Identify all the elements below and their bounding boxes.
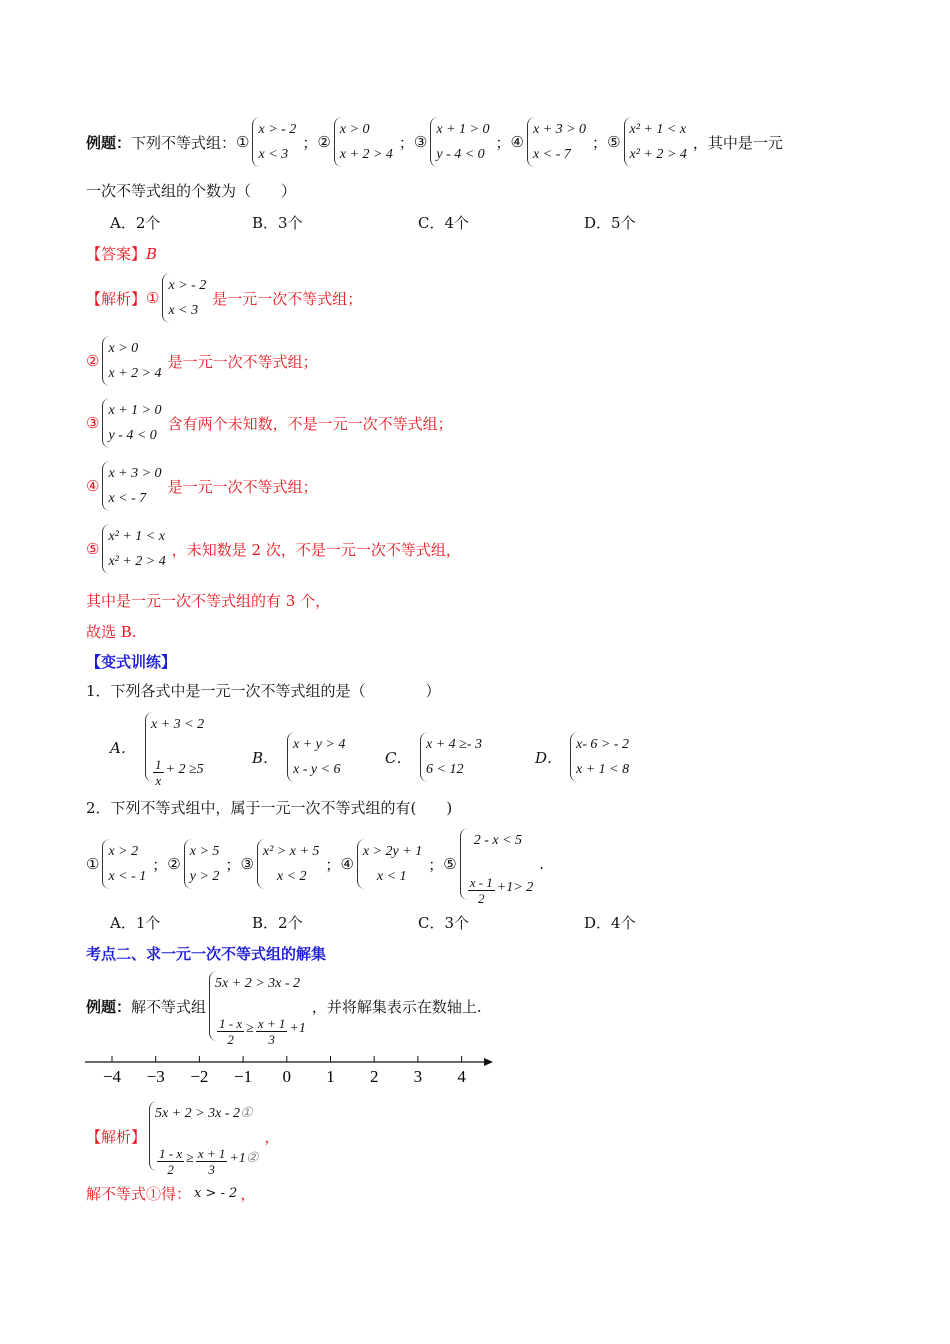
q2-systems: ① x > 2 x < - 1 ； ② x > 5 y > 2 ； ③ x² > x + 5 x < 2 ； ④ x > 2y + 1 x < 1 ； ⑤ 2 - x < 5 $\frac{x - 1}{2}$ +1> 2 . xyxy=(86,826,544,902)
option-a: A．2个 xyxy=(110,214,161,232)
analysis-item-3: ③ x + 1 > 0 y - 4 < 0 含有两个未知数，不是一元一次不等式组； xyxy=(86,397,453,449)
mark: ⑤ xyxy=(607,133,621,151)
option-c: C．4个 xyxy=(418,214,470,232)
analysis-item-5: ⑤ x² + 1 < x x² + 2 > 4 ，未知数是 2 次，不是一元一次不等式组， xyxy=(86,523,461,575)
variant-q2: 2．下列不等式组中，属于一元一次不等式组的有( ) xyxy=(86,799,453,817)
mark: ④ xyxy=(510,133,524,151)
option-b: B．3个 xyxy=(252,214,303,232)
system-4: x + 3 > 0 x < - 7 xyxy=(527,117,589,167)
q2-option-c: C．3个 xyxy=(418,914,470,932)
tick-label: −3 xyxy=(146,1067,165,1086)
answer: 【答案】 B xyxy=(86,244,158,263)
tick-label: −2 xyxy=(190,1067,209,1086)
mark: ① xyxy=(236,133,250,151)
analysis-item-4: ④ x + 3 > 0 x < - 7 是一元一次不等式组； xyxy=(86,460,318,512)
sep: ； xyxy=(302,133,318,152)
system-2: x > 0 x + 2 > 4 xyxy=(334,117,396,167)
system-1: x > - 2 x < 3 xyxy=(252,117,299,167)
q1-option-b: B． x + y > 4 x - y < 6 xyxy=(252,731,351,783)
tick-label: −1 xyxy=(234,1067,253,1086)
tick-label: 0 xyxy=(282,1067,292,1086)
sep: ， xyxy=(692,133,708,152)
intro-text: 下列不等式组： xyxy=(131,133,237,152)
option-d: D．5个 xyxy=(584,214,636,232)
tick-label: 3 xyxy=(413,1067,423,1086)
system-5: x² + 1 < x x² + 2 > 4 xyxy=(624,117,690,167)
tick-label: −4 xyxy=(102,1067,122,1086)
q2-option-d: D．4个 xyxy=(584,914,636,932)
arrow-icon xyxy=(484,1058,493,1066)
number-line xyxy=(0,1050,520,1090)
key-point-2-title: 考点二、求一元一次不等式组的解集 xyxy=(86,945,327,963)
q2-option-a: A．1个 xyxy=(110,914,161,932)
solution-step-1: 解不等式①得： x > - 2 ， xyxy=(86,1185,256,1203)
example-2: 例题： 解不等式组 5x + 2 > 3x - 2 $\frac{1 - x}{2}$ ≥ $\frac{x + 1}{3}$ +1 ，并将解集表示在数轴上. xyxy=(86,970,482,1042)
mark: ③ xyxy=(413,133,428,151)
example-label: 例题： xyxy=(86,133,132,152)
tick-label: 2 xyxy=(369,1067,379,1086)
analysis-choose: 故选 B. xyxy=(86,623,137,641)
variant-title: 【变式训练】 xyxy=(86,653,177,671)
sep: ； xyxy=(398,133,414,152)
tail-text: 其中是一元 xyxy=(707,133,783,152)
system-3: x + 1 > 0 y - 4 < 0 xyxy=(430,117,492,167)
q2-option-b: B．2个 xyxy=(252,914,303,932)
tick-label: 4 xyxy=(457,1067,466,1086)
tick-label: 1 xyxy=(326,1067,335,1086)
q1-option-a: A． x + 3 < 2 $\frac{1}{x}$ + 2 ≥5 xyxy=(110,710,210,784)
example-1-line2: 一次不等式组的个数为（ ） xyxy=(86,182,297,200)
sep: ； xyxy=(592,133,608,152)
analysis-item-1: 【解析】 ① x > - 2 x < 3 是一元一次不等式组； xyxy=(86,272,362,324)
mark: ② xyxy=(317,133,331,151)
example-1-question xyxy=(86,116,783,168)
analysis-summary: 其中是一元一次不等式组的有 3 个， xyxy=(86,592,331,610)
sep: ； xyxy=(495,133,511,152)
solution-system: 【解析】 5x + 2 > 3x - 2 ① $\frac{1 - x}{2}$ ≥ $\frac{x + 1}{3}$ +1 ② ， xyxy=(86,1100,279,1172)
q1-option-c: C． x + 4 ≥- 3 6 < 12 xyxy=(385,731,488,783)
q1-option-d: D． x- 6 > - 2 x + 1 < 8 xyxy=(535,731,635,783)
variant-q1: 1．下列各式中是一元一次不等式组的是（ ） xyxy=(86,682,441,700)
analysis-item-2: ② x > 0 x + 2 > 4 是一元一次不等式组； xyxy=(86,335,318,387)
